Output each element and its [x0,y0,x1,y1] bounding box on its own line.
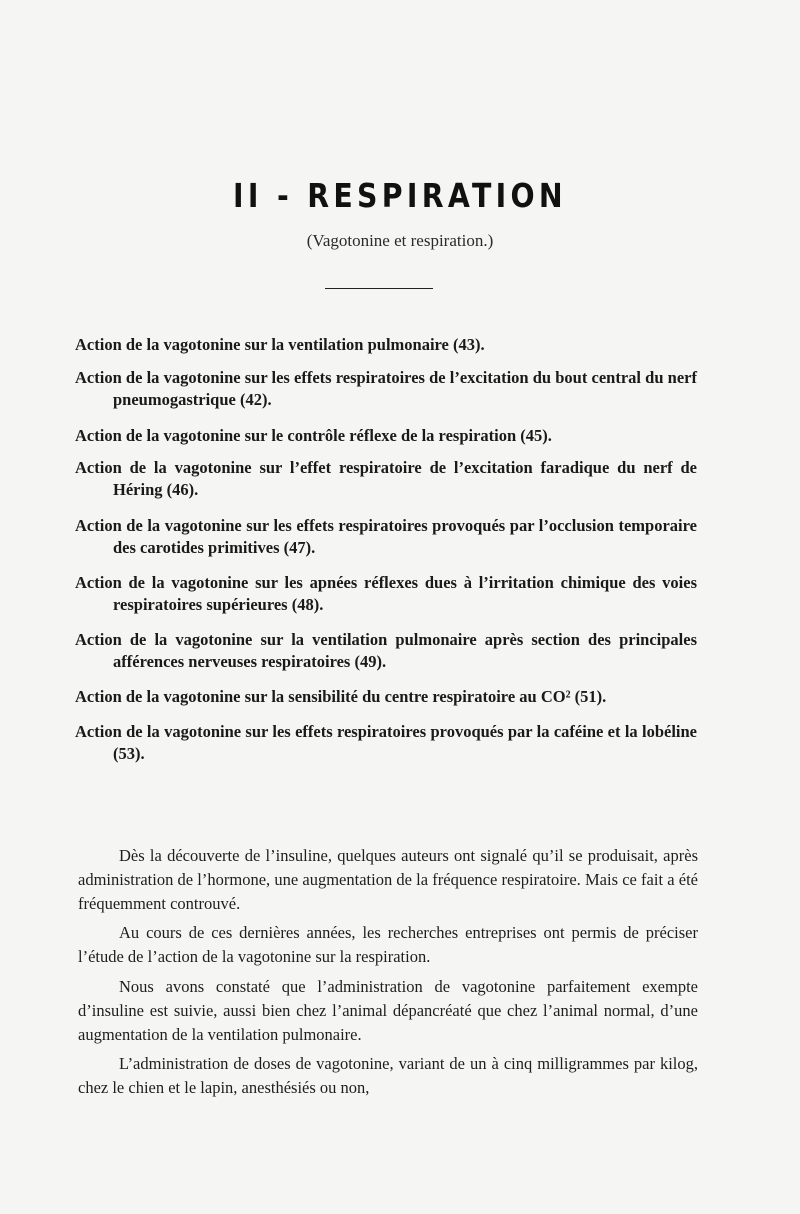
contents-entry: Action de la vagotonine sur les effets respiratoires de l’excitation du bout central du nerf pneumogastrique (42). [75,368,697,409]
chapter-subtitle: (Vagotonine et respiration.) [306,231,494,250]
contents-list [75,334,697,765]
title-divider [325,288,433,289]
contents-entry: Action de la vagotonine sur l’effet respiratoire de l’excitation faradique du nerf de Héring (46). [75,458,697,499]
body-paragraph: Dès la découverte de l’insuline, quelques auteurs ont signalé qu’il se produisait, après administration de l’hormone, une augmentation de la fréquence respiratoire. Mais ce fait a été fréquemment controuvé. [78,846,698,913]
contents-entry: Action de la vagotonine sur la ventilation pulmonaire après section des principales afférences nerveuses respiratoires (49). [75,630,697,671]
body-paragraph: L’administration de doses de vagotonine, variant de un à cinq milligrammes par kilog, chez le chien et le lapin, anesthésiés ou non, [78,1054,698,1098]
contents-entry: Action de la vagotonine sur les effets respiratoires provoqués par la caféine et la lobéline (53). [75,722,697,763]
contents-entry: Action de la vagotonine sur le contrôle réflexe de la respiration (45). [75,426,552,445]
body-paragraph: Au cours de ces dernières années, les recherches entreprises ont permis de préciser l’étude de l’action de la vagotonine sur la respiration. [78,923,698,967]
contents-entry: Action de la vagotonine sur les effets respiratoires provoqués par l’occlusion temporaire des carotides primitives (47). [75,516,697,557]
contents-entry: Action de la vagotonine sur la ventilation pulmonaire (43). [75,335,485,354]
body-paragraph: Nous avons constaté que l’administration de vagotonine parfaitement exempte d’insuline est suivie, aussi bien chez l’animal dépancréaté que chez l’animal normal, d’une augmentation de la ventilation pulmonaire. [78,976,698,1044]
chapter-title: II - RESPIRATION [233,176,567,215]
body-text [78,844,698,1100]
contents-entry: Action de la vagotonine sur la sensibilité du centre respiratoire au CO² (51). [75,687,607,706]
contents-entry: Action de la vagotonine sur les apnées réflexes dues à l’irritation chimique des voies respiratoires supérieures (48). [75,573,697,614]
